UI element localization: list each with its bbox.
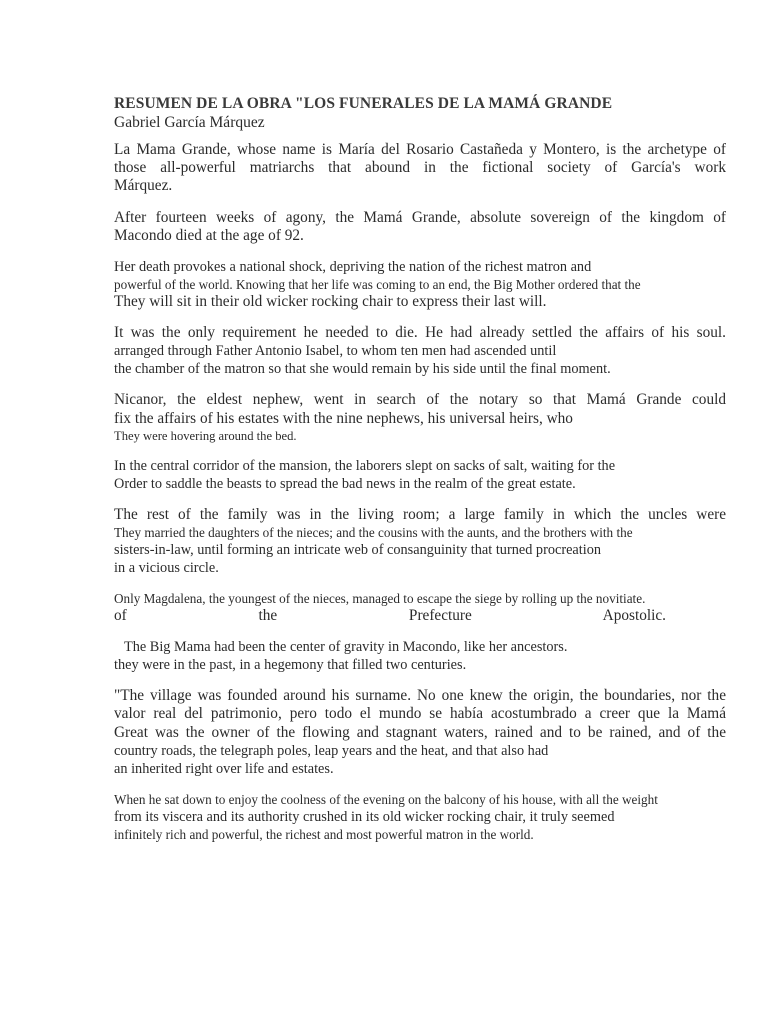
document-body [114,95,726,856]
text-line: La Mama Grande, whose name is María del Rosario Castañeda y Montero, is the archetype of [114,141,726,158]
text-line: When he sat down to enjoy the coolness of the evening on the balcony of his house, with all the weight [114,791,658,807]
text-line: Only Magdalena, the youngest of the nieces, managed to escape the siege by rolling up the novitiate. [114,591,646,607]
text-line: Nicanor, the eldest nephew, went in search of the notary so that Mamá Grande could [114,391,726,409]
paragraph [114,324,726,378]
text-line: an inherited right over life and estates. [114,760,334,777]
text-line: The Big Mama had been the center of gravity in Macondo, like her ancestors. [124,639,568,656]
text-line: The rest of the family was in the living room; a large family in which the uncles were [114,505,726,523]
text-line: the chamber of the matron so that she would remain by his side until the final moment. [114,361,611,378]
document-author: Gabriel García Márquez [114,114,265,131]
paragraph [114,506,726,577]
text-line: in a vicious circle. [114,560,219,577]
text-line: Great was the owner of the flowing and stagnant waters, rained and to be rained, and of the [114,723,726,741]
text-line: infinitely rich and powerful, the richest and most powerful matron in the world. [114,826,534,842]
text-line: They were hovering around the bed. [114,428,297,443]
text-line: powerful of the world. Knowing that her life was coming to an end, the Big Mother ordered that the [114,277,641,293]
text-line: "The village was founded around his surname. No one knew the origin, the boundaries, nor the [114,687,726,705]
text-line: Macondo died at the age of 92. [114,226,304,244]
document-title: RESUMEN DE LA OBRA "LOS FUNERALES DE LA MAMÁ GRANDE [114,95,613,112]
paragraph [114,258,726,311]
text-line: from its viscera and its authority crushed in its old wicker rocking chair, it truly seemed [114,808,615,825]
text-line: of the Prefecture Apostolic. [114,607,666,625]
paragraph [114,791,726,843]
text-line: those all-powerful matriarchs that abound in the fictional society of García's work [114,159,726,177]
paragraph [114,209,726,245]
text-line: They will sit in their old wicker rocking chair to express their last will. [114,293,547,311]
text-line: Order to saddle the beasts to spread the bad news in the realm of the great estate. [114,475,576,492]
text-line: fix the affairs of his estates with the nine nephews, his universal heirs, who [114,409,573,427]
text-line: After fourteen weeks of agony, the Mamá Grande, absolute sovereign of the kingdom of [114,208,726,226]
paragraph [114,391,726,443]
paragraph [114,687,726,778]
text-line: In the central corridor of the mansion, the laborers slept on sacks of salt, waiting for the [114,457,616,474]
text-line: they were in the past, in a hegemony that filled two centuries. [114,657,467,674]
text-line: country roads, the telegraph poles, leap years and the heat, and that also had [114,742,549,759]
text-line: valor real del patrimonio, pero todo el mundo se había acostumbrado a creer que la Mamá [114,705,726,723]
text-line: Márquez. [114,177,173,195]
text-line: arranged through Father Antonio Isabel, to whom ten men had ascended until [114,343,557,360]
text-line: It was the only requirement he needed to die. He had already settled the affairs of his soul. [114,324,726,342]
text-line: They married the daughters of the nieces; and the cousins with the aunts, and the brothers with the [114,525,633,541]
paragraph [114,141,726,196]
paragraph [114,638,726,674]
text-line: sisters-in-law, until forming an intricate web of consanguinity that turned procreation [114,542,602,559]
paragraph [114,590,726,625]
text-line: Her death provokes a national shock, depriving the nation of the richest matron and [114,259,592,276]
paragraph [114,457,726,493]
